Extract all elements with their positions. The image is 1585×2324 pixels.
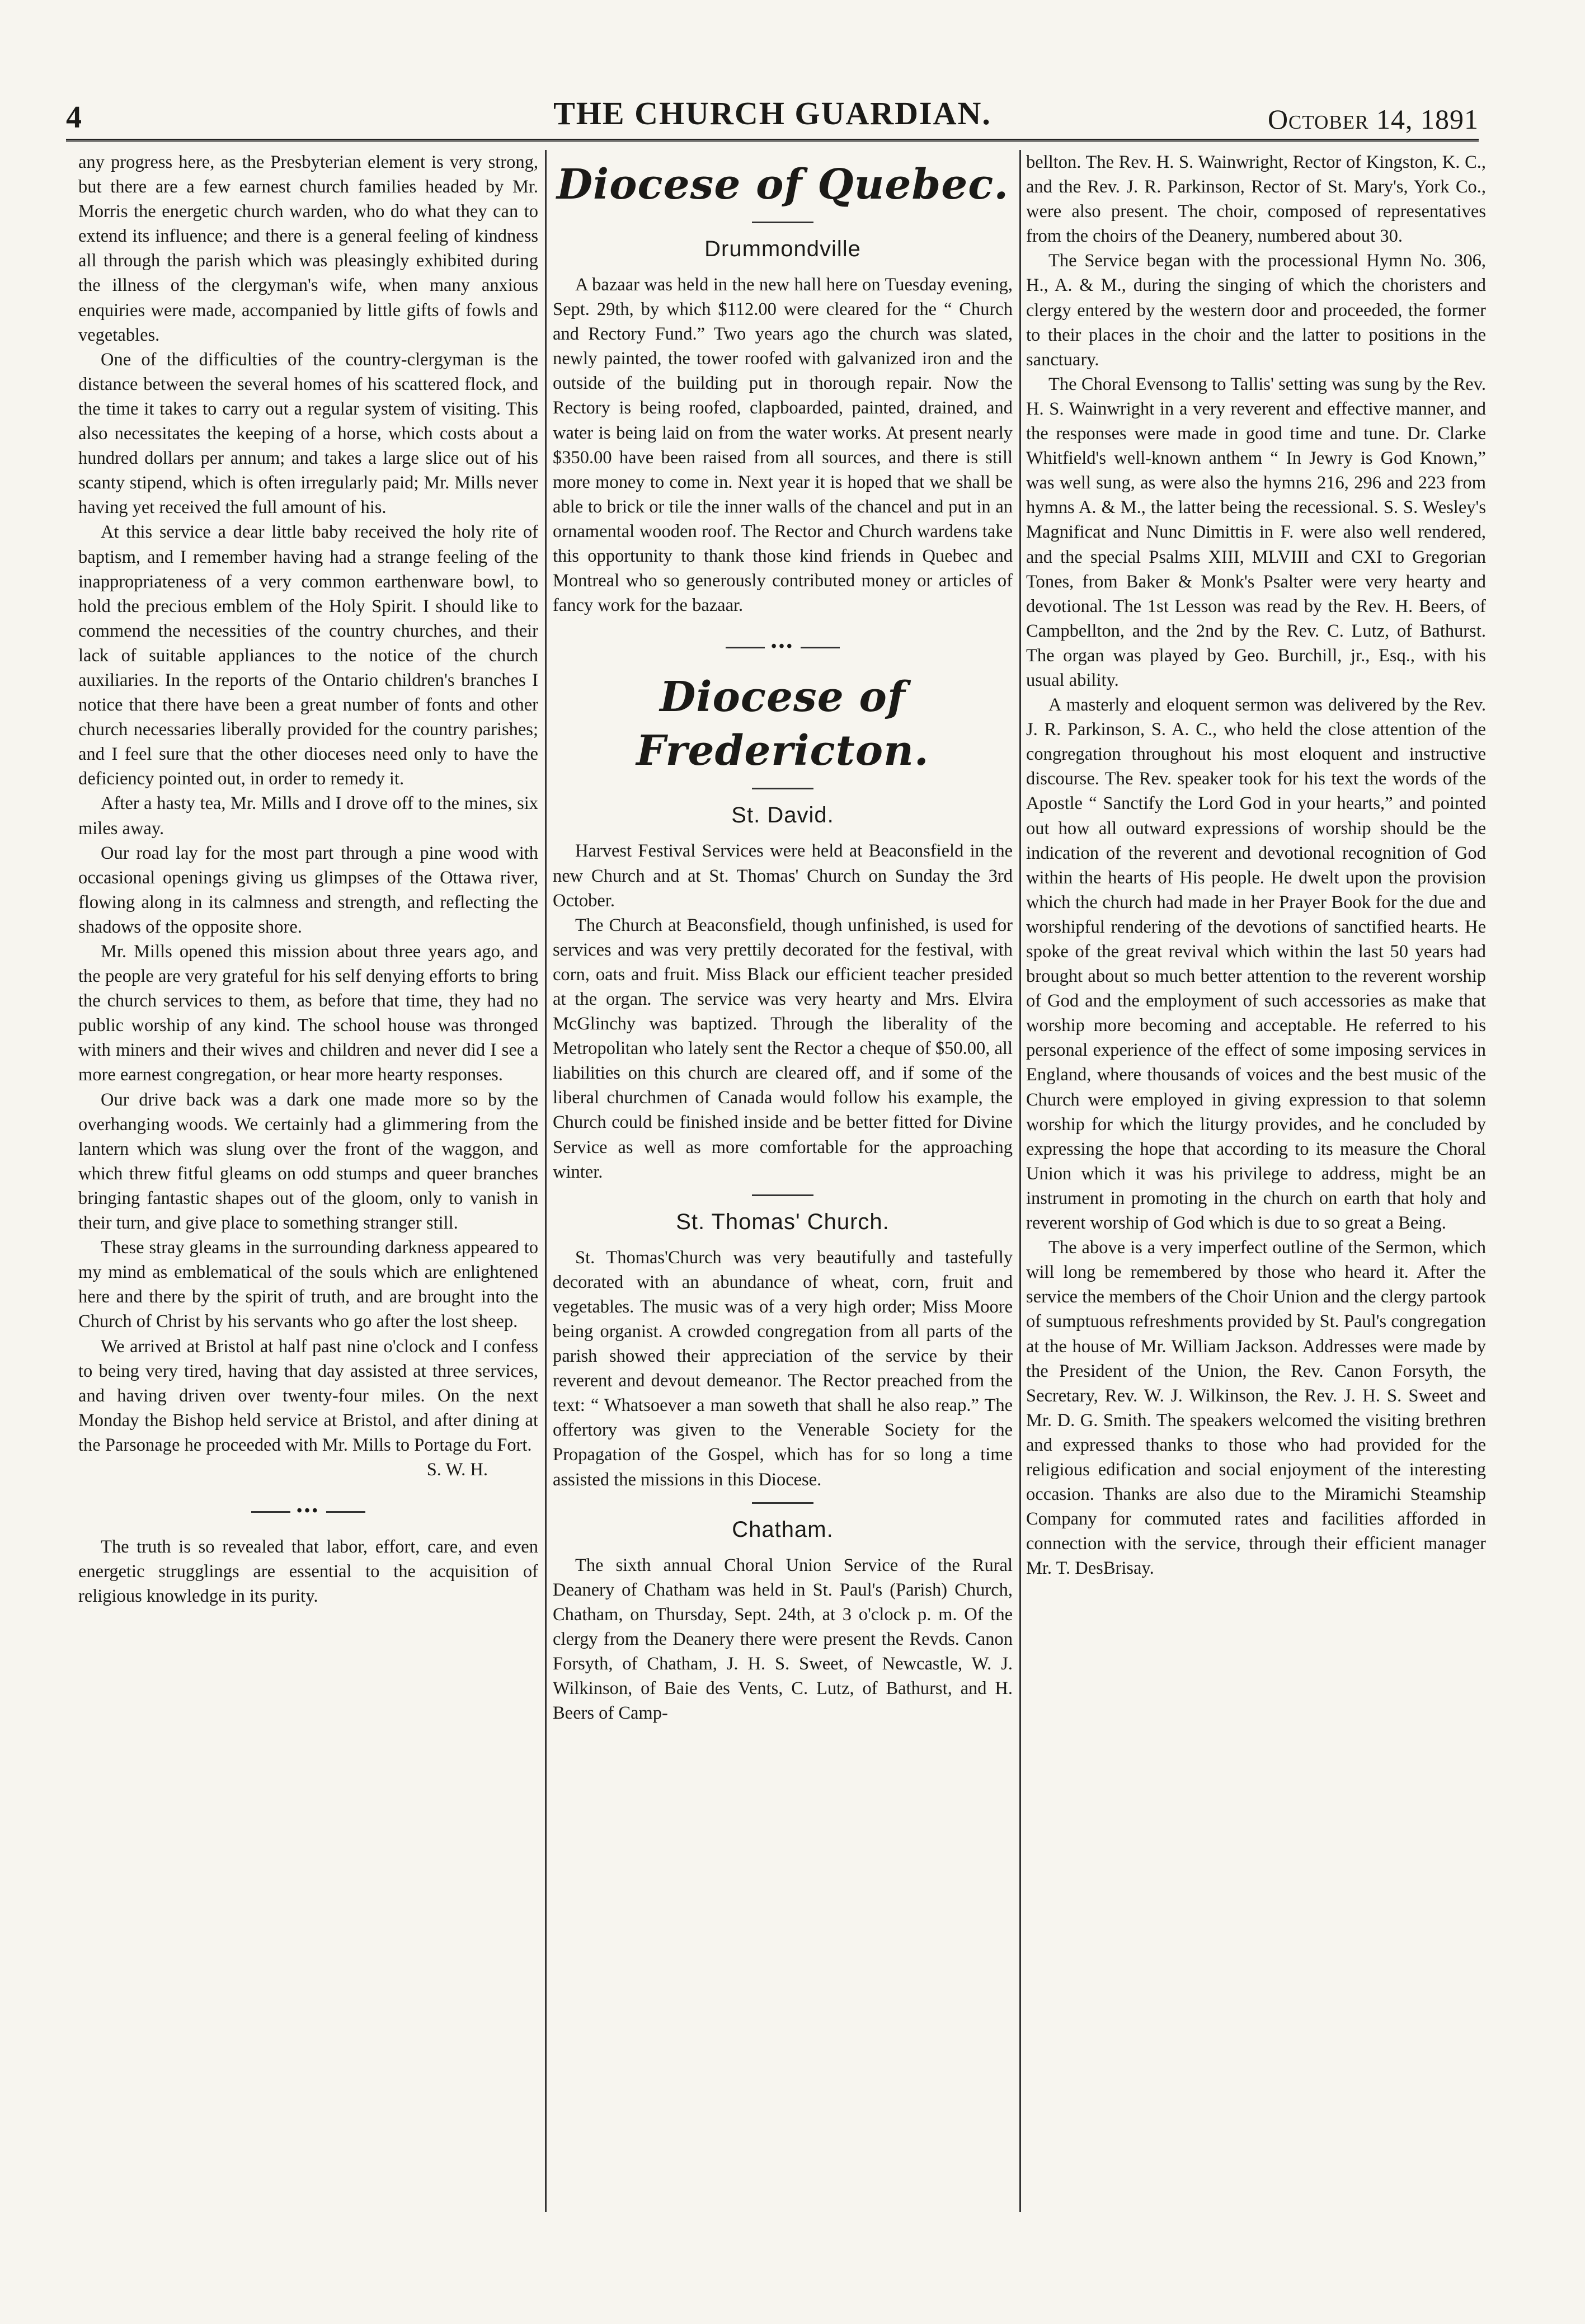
ornament-divider: ••• [553,634,1013,659]
paragraph: The Service began with the processional Hymn No. 306, H., A. & M., during the singing of which the choristers and clergy entered by the western door and proceeded, the former to their places in the choir and the latter to positions in the sanctuary. [1026,251,1486,370]
divider [752,222,813,223]
paragraph: bellton. The Rev. H. S. Wainwright, Rector of Kingston, K. C., and the Rev. J. R. Parkinson, Rector of St. Mary's, York Co., were also present. The choir, composed of representatives from the choirs of the Deanery, numbered about 30. [1026,152,1486,247]
paragraph: The above is a very imperfect outline of the Sermon, which will long be remembered by those who heard it. After the service the members of the Choir Union and the clergy partook of sumptuous refreshments provided by St. Paul's congregation at the house of Mr. William Jackson. Addresses were made by the President of the Union, the Rev. Canon Forsyth, the Secretary, Rev. W. J. Wilkinson, the Rev. J. H. S. Sweet and Mr. D. G. Smith. The speakers welcomed the visiting brethren and expressed thanks to those who had provided for the religious edification and social enjoyment of the interesting occasion. Thanks are also due to the Miramichi Steamship Company for commuted rates and facilities afforded in connection with the service, through their efficient manager Mr. T. DesBrisay. [1026,1238,1486,1579]
paragraph: The Choral Evensong to Tallis' setting was sung by the Rev. H. S. Wainwright in a very reverent and effective manner, and the responses were made in good time and tune. Dr. Clarke Whitfield's well-known anthem “ In Jewry is God Known,” was well sung, as were also the hymns 216, 296 and 223 from hymns A. & M., the latter being the recessional. S. S. Wesley's Magnificat and Nunc Dimittis in F. were also well rendered, and the special Psalms XIII, MLVIII and CXI to Gregorian Tones, from Baker & Monk's Psalter were very hearty and devotional. The 1st Lesson was read by the Rev. H. Beers, of Campbellton, and the 2nd by the Rev. C. Lutz, of Bathurst. The organ was played by Geo. Burchill, jr., Esq., with his usual ability. [1026,374,1486,690]
paragraph: The Church at Beaconsfield, though unfinished, is used for services and was very prettily decorated for the festival, with corn, oats and fruit. Miss Black our efficient teacher presided at the organ. The service was very hearty and Mrs. Elvira McGlinchy was baptized. Through the liberality of the Metropolitan who lately sent the Rector a cheque of $50.00, all liabilities on this church are cleared off, and if some of the liberal churchmen of Canada would follow his example, the Church could be finished inside and be better fitted for Divine Service as well as more comfortable for the approaching winter. [553,915,1013,1182]
paragraph: A bazaar was held in the new hall here on Tuesday evening, Sept. 29th, by which $112.00 were cleared for the “ Church and Rectory Fund.” Two years ago the church was slated, newly painted, the tower roofed with galvanized iron and the outside of the building put in thorough repair. Now the Rectory is being roofed, clapboarded, painted, drained, and water is being laid on from the water works. At present nearly $350.00 have been raised from all sources, and there is still more money to come in. Next year it is hoped that we shall be able to brick or tile the inner walls of the chancel and put in an ornamental wooden roof. The Rector and Church wardens take this opportunity to thank those kind friends in Quebec and Montreal who so generously contributed money or articles of fancy work for the bazaar. [553,275,1013,616]
column-divider [545,150,547,2212]
column-2 [553,150,1013,2212]
divider [752,1194,813,1196]
ornament-divider: ••• [78,1499,538,1523]
signature: S. W. H. [426,1459,488,1480]
paragraph: A masterly and eloquent sermon was delivered by the Rev. J. R. Parkinson, S. A. C., who held the close attention of the congregation throughout his most eloquent and instructive discourse. The Rev. speaker took for his text the words of the Apostle “ Sanctify the Lord God in your hearts,” and pointed out how all outward expressions of worship should be the indication of the reverent and devotional recognition of God within the hearts of His people. He dwelt upon the provision which the church had made in her Prayer Book for the due and worshipful rendering of the devotions of sanctified hearts. He spoke of the great revival which within the last 50 years had brought about so much better attention to the reverent worship of God and the employment of such accessories as make that worship more becoming and acceptable. He referred to his personal experience of the effect of some imposing services in England, where thousands of voices and the best music of the Church were employed in giving expression to that solemn worship for which the liturgy provides, and he concluded by expressing the hope that according to its measure the Choral Union which it was his privilege to address, might be an instrument in promoting in the church on earth that holy and reverent worship of God which is due to so great a Being. [1026,695,1486,1234]
paragraph: The sixth annual Choral Union Service of the Rural Deanery of Chatham was held in St. Paul's (Parish) Church, Chatham, on Thursday, Sept. 24th, at 3 o'clock p. m. Of the clergy from the Deanery there were present the Revds. Canon Forsyth, of Chatham, J. H. S. Sweet, of Newcastle, W. J. Wilkinson, of Baie des Vents, C. Lutz, of Bathurst, and H. Beers of Camp- [553,1555,1013,1724]
paragraph: St. Thomas'Church was very beautifully and tastefully decorated with an abundance of wheat, corn, fruit and vegetables. The music was of a very high order; Miss Moore being organist. A crowded congregation from all parts of the parish showed their appreciation of the service by their reverent and devout demeanor. The Rector preached from the text: “ Whatsoever a man soweth that shall he also reap.” The offertory was given to the Venerable Society for the Propagation of the Gospel, which has for so long a time assisted the missions in this Diocese. [553,1247,1013,1490]
paragraph: Our drive back was a dark one made more so by the overhanging woods. We certainly had a glimmering from the lantern which was slung over the front of the waggon, and which threw fitful gleams on odd stumps and queer branches bringing fantastic shapes out of the gloom, only to vanish in their turn, and give place to something stranger still. [78,1089,538,1234]
paragraph: Mr. Mills opened this mission about three years ago, and the people are very grateful for his self denying efforts to bring the church services to them, as before that time, they had no public worship of any kind. The school house was thronged with miners and their wives and children and never did I see a more earnest congregation, or hear more hearty responses. [78,942,538,1085]
paragraph: any progress here, as the Presbyterian element is very strong, but there are a few earnest church families headed by Mr. Morris the energetic church warden, who do what they can to extend its influence; and there is a general feeling of kindness all through the parish which was pleasingly exhibited during the illness of the clergyman's wife, when many anxious enquiries were made, accompanied by little gifts of fowls and vegetables. [78,152,538,345]
section-heading-fredericton: Diocese of Fredericton. [636,673,929,775]
paragraph: After a hasty tea, Mr. Mills and I drove off to the mines, six miles away. [78,793,538,839]
subheading-chatham: Chatham. [732,1517,834,1542]
subheading-st-thomas: St. Thomas' Church. [676,1209,890,1234]
subheading-drummondville: Drummondville [704,237,861,261]
section-heading-quebec: Diocese of Quebec. [556,161,1009,209]
paragraph: These stray gleams in the surrounding darkness appeared to my mind as emblematical of the souls which are enlightened here and there by the spirit of truth, and are brought into the Church of Christ by his servants who go after the lost sheep. [78,1238,538,1332]
divider [752,1502,813,1504]
paragraph: Our road lay for the most part through a pine wood with occasional openings giving us glimpses of the Ottawa river, flowing along in its calmness and strength, and reflecting the shadows of the opposite shore. [78,843,538,937]
newspaper-title: THE CHURCH GUARDIAN. [553,95,991,131]
paragraph: At this service a dear little baby received the holy rite of baptism, and I remember having had a strange feeling of the inappropriateness of a very common earthenware bowl, to hold the precious emblem of the Holy Spirit. I should like to commend the necessities of the country churches, and their lack of suitable appliances to the notice of the church auxiliaries. In the reports of the Ontario children's branches I notice that there have been a great number of fonts and other church necessaries liberally provided for the country parishes; and I feel sure that the other dioceses need only to have the deficiency pointed out, in order to remedy it. [78,522,538,789]
page-number: 4 [66,100,82,135]
paragraph: The truth is so revealed that labor, effort, care, and even energetic strugglings are essential to the acquisition of religious knowledge in its purity. [78,1537,538,1607]
column-3 [1026,150,1486,2212]
paragraph: We arrived at Bristol at half past nine o'clock and I confess to being very tired, having that day assisted at three services, and having driven over twenty-four miles. On the next Monday the Bishop held service at Bristol, and after dining at the Parsonage he proceeded with Mr. Mills to Portage du Fort. [78,1336,538,1455]
column-1 [78,150,538,2212]
subheading-st-david: St. David. [731,803,834,828]
paragraph: Harvest Festival Services were held at Beaconsfield in the new Church and at St. Thomas' Church on Sunday the 3rd October. [553,841,1013,911]
column-divider [1019,150,1021,2212]
paragraph: One of the difficulties of the country-clergyman is the distance between the several homes of his scattered flock, and the time it takes to carry out a regular system of visiting. This also necessitates the keeping of a horse, which costs about a hundred dollars per annum; and takes a large slice out of his scanty stipend, which is often irregularly paid; Mr. Mills never having yet received the full amount of his. [78,349,538,518]
issue-date: October 14, 1891 [1267,104,1479,135]
page-header [66,84,1479,135]
divider [752,788,813,789]
header-rule [66,139,1479,145]
